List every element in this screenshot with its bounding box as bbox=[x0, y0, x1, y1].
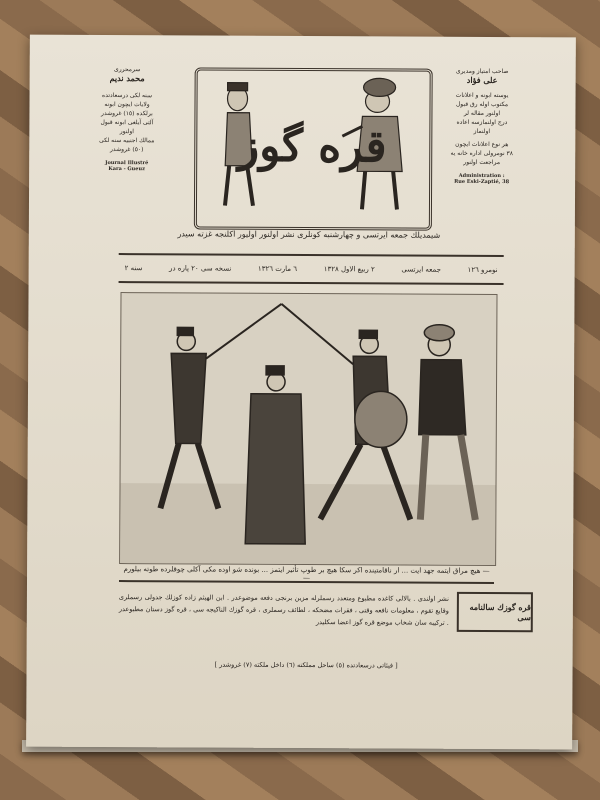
subscription-text: سنه لكى درسعادتده bbox=[102, 91, 153, 100]
rumi-date: ٦ مارت ١٣٢٦ bbox=[257, 264, 298, 273]
notice-text: ٣٨ نومرولى اداره خانه يه bbox=[450, 149, 514, 158]
date-bar bbox=[119, 253, 504, 285]
subscription-text: برلكده (١٥) غروشدر bbox=[101, 109, 153, 118]
administration-address: Rue Eski-Zaptié, 38 bbox=[454, 178, 510, 186]
notice-text: درج اولنمازسه اعاده bbox=[456, 118, 508, 127]
duel-scene-drawing bbox=[120, 293, 496, 565]
subscription-text: اولنور bbox=[119, 128, 134, 136]
subscription-text: آلتى آيلغى ابونه قبول bbox=[100, 118, 154, 127]
notice-text: اولنماز bbox=[473, 127, 491, 135]
left-masthead-column bbox=[69, 65, 185, 173]
weekday: جمعه ايرتسى bbox=[401, 265, 441, 274]
almanac-announcement-text: نشر اولندى . بالالى كاغده مطبوع ومتعدد رسملرله مزين برنجى دفعه موضوعدر . ابن الهيثم زاده كوزلك جدولى رسملرى وقايع تقوم ، معلومات نافعه وقتى ، فقرات مضحكه ، لطائف رسملرى ، قره گوزك الناكيجه سى ، قره گوز دستان مطبوعدر . تركيبه سان شخاب موضع قره گوز اعضا سكليدر bbox=[118, 593, 449, 627]
almanac-price-line: [ فيئاتى درسعادتده (٥) ساحل مملكته (٦) داخل ملكته (٧) غروشدر ] bbox=[214, 660, 398, 670]
owner-name: على فؤاد bbox=[466, 74, 498, 86]
tagline: شيمديلك جمعه ايرتسى و چهارشنبه كونلرى نشر اولنور اوليور اكلنجه غزته سيدر bbox=[177, 229, 441, 240]
notice-text: يوسته ابونه و اعلانات bbox=[455, 91, 509, 100]
notice-text: هر نوع اعلانات ايچون bbox=[455, 140, 509, 149]
notice-text: مراجعت اولنور bbox=[463, 158, 501, 167]
editor-name: محمد نديم bbox=[109, 72, 145, 84]
notice-text: مكتوب اوله رق قبول bbox=[455, 100, 509, 109]
issue-number: نومرو ١٢٦ bbox=[467, 265, 498, 275]
editor-label: سرمحرری bbox=[113, 66, 141, 74]
year: سنه ٢ bbox=[124, 264, 143, 273]
latin-title: Kara - Gueuz bbox=[108, 165, 145, 173]
administration-label: Administration : bbox=[458, 172, 505, 180]
newspaper-page bbox=[26, 35, 576, 750]
cartoon-illustration bbox=[119, 292, 497, 566]
notice-text: اولنور مقاله لر bbox=[463, 109, 501, 118]
subscription-text: ممالك اجنبيه سنه لكى bbox=[99, 136, 155, 145]
cartoon-caption: — هيچ مراق ايتمه جهد ايت ... ار ناقامتينده اكر سكا هيچ بر طوپ تأثير ايتمز ... بونده شو اوده مكى آكلى چوقلرده طوته بيلورم — bbox=[123, 565, 490, 583]
owner-label: صاحب امتياز ومديرى bbox=[455, 67, 509, 76]
subscription-text: (٥٠) غروشدر bbox=[110, 145, 144, 154]
subscription-text: ولايات ايچون ابونه bbox=[104, 100, 150, 109]
right-masthead-column bbox=[424, 67, 540, 186]
masthead-frame bbox=[194, 67, 433, 230]
price: نسخه سى ٢٠ پاره در bbox=[169, 264, 232, 273]
hijri-date: ٢ ربيع الاول ١٣٢٨ bbox=[323, 265, 375, 274]
latin-subtitle: Journal Illustré bbox=[105, 159, 149, 167]
newspaper-title: قره گوز bbox=[237, 120, 387, 173]
almanac-title-box: قره گوزك سالنامه سى bbox=[457, 592, 533, 632]
